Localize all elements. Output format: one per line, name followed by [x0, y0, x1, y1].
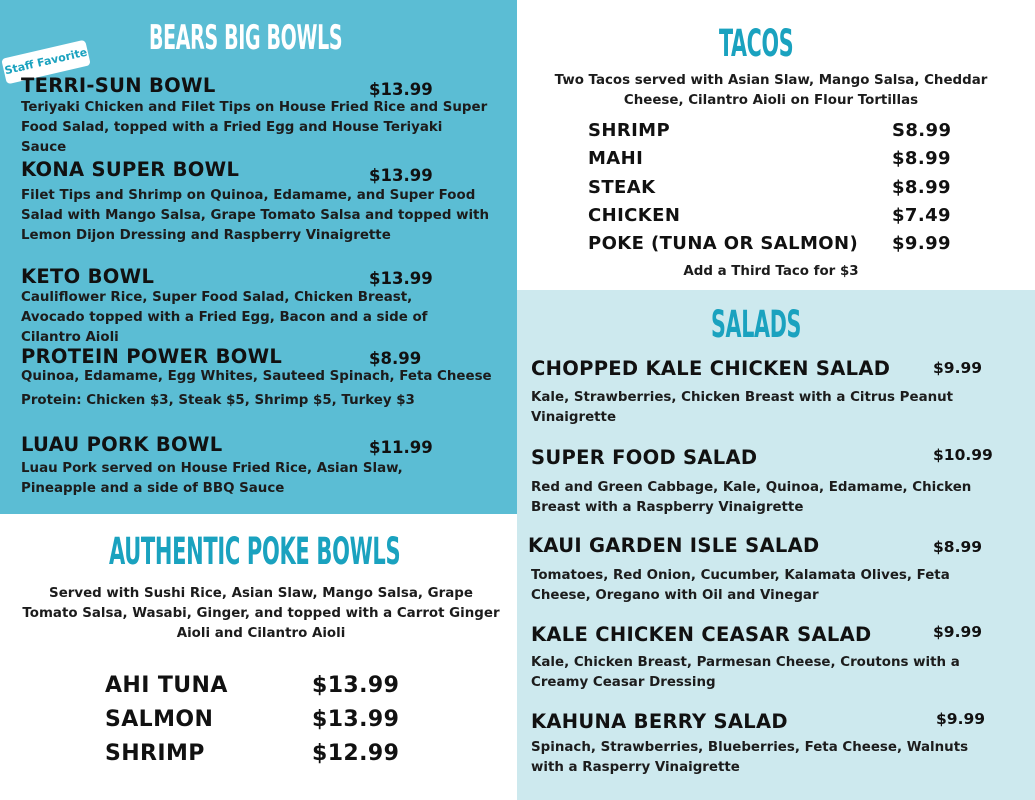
bowl-price: $13.99 — [369, 80, 433, 99]
salad-name: SUPER FOOD SALAD — [531, 446, 758, 469]
protein-addons: Protein: Chicken $3, Steak $5, Shrimp $5, Turkey $3 — [21, 393, 415, 408]
bowl-price: $13.99 — [369, 269, 433, 288]
taco-name: POKE (TUNA OR SALMON) — [588, 233, 859, 254]
taco-name: SHRIMP — [588, 120, 671, 141]
bowl-description: Quinoa, Edamame, Egg Whites, Sauteed Spinach, Feta Cheese — [21, 369, 492, 384]
salad-price: $9.99 — [936, 710, 986, 728]
taco-name: MAHI — [588, 148, 644, 169]
salad-description: Spinach, Strawberries, Blueberries, Feta Cheese, Walnuts with a Rasperry Vinaigrette — [531, 740, 969, 775]
salad-description: Tomatoes, Red Onion, Cucumber, Kalamata Olives, Feta Cheese, Oregano with Oil and Vinegar — [531, 568, 950, 603]
tacos-note: Add a Third Taco for $3 — [683, 264, 859, 279]
salad-name: KAUI GARDEN ISLE SALAD — [528, 534, 820, 557]
bowl-description: Teriyaki Chicken and Filet Tips on House Fried Rice and Super Food Salad, topped with a Fried Egg and House Teriyaki Sauce — [21, 100, 488, 155]
bowl-name: KETO BOWL — [21, 265, 155, 288]
taco-price: $8.99 — [892, 177, 951, 198]
salads-title: SALADS — [711, 303, 802, 346]
taco-price: S8.99 — [892, 120, 952, 141]
salad-description: Red and Green Cabbage, Kale, Quinoa, Edamame, Chicken Breast with a Raspberry Vinaigrette — [531, 480, 972, 515]
salad-name: CHOPPED KALE CHICKEN SALAD — [531, 357, 891, 380]
salad-price: $8.99 — [933, 538, 983, 556]
poke-item-name: SALMON — [105, 707, 214, 732]
salad-description: Kale, Strawberries, Chicken Breast with a Citrus Peanut Vinaigrette — [531, 390, 954, 425]
taco-name: STEAK — [588, 177, 656, 198]
salad-price: $10.99 — [933, 446, 993, 464]
poke-item-name: SHRIMP — [105, 741, 205, 766]
poke-item-price: $12.99 — [312, 741, 400, 766]
poke-description: Served with Sushi Rice, Asian Slaw, Mango Salsa, Grape Tomato Salsa, Wasabi, Ginger, and topped with a Carrot Ginger Aioli and Cilantro Aioli — [22, 586, 500, 641]
poke-title: AUTHENTIC POKE BOWLS — [109, 530, 401, 573]
bowl-description: Cauliflower Rice, Super Food Salad, Chicken Breast, Avocado topped with a Fried Egg, Bacon and a side of Cilantro Aioli — [21, 290, 428, 345]
bowl-price: $8.99 — [369, 349, 422, 368]
salad-name: KAHUNA BERRY SALAD — [531, 710, 788, 733]
bowl-description: Luau Pork served on House Fried Rice, Asian Slaw, Pineapple and a side of BBQ Sauce — [21, 461, 403, 496]
salad-description: Kale, Chicken Breast, Parmesan Cheese, Croutons with a Creamy Ceasar Dressing — [531, 655, 960, 690]
salad-name: KALE CHICKEN CEASAR SALAD — [531, 623, 872, 646]
salad-price: $9.99 — [933, 359, 983, 377]
poke-item-price: $13.99 — [312, 673, 400, 698]
taco-price: $8.99 — [892, 148, 951, 169]
staff-favorite-label: Staff Favorite — [3, 45, 89, 78]
poke-item-name: AHI TUNA — [105, 673, 228, 698]
tacos-description: Two Tacos served with Asian Slaw, Mango Salsa, Cheddar Cheese, Cilantro Aioli on Flour Tortillas — [554, 73, 988, 108]
bowl-description: Filet Tips and Shrimp on Quinoa, Edamame, and Super Food Salad with Mango Salsa, Grape Tomato Salsa and topped with Lemon Dijon Dressing and Raspberry Vinaigrette — [21, 188, 489, 243]
bowl-name: LUAU PORK BOWL — [21, 433, 223, 456]
bowl-name: KONA SUPER BOWL — [21, 158, 240, 181]
bowl-price: $11.99 — [369, 438, 433, 457]
taco-name: CHICKEN — [588, 205, 681, 226]
tacos-title: TACOS — [719, 22, 794, 65]
salad-price: $9.99 — [933, 623, 983, 641]
poke-item-price: $13.99 — [312, 707, 400, 732]
bowls-title: BEARS BIG BOWLS — [149, 18, 343, 58]
bowl-price: $13.99 — [369, 166, 433, 185]
bowl-name: PROTEIN POWER BOWL — [21, 345, 283, 368]
taco-price: $9.99 — [892, 233, 951, 254]
taco-price: $7.49 — [892, 205, 951, 226]
bowl-name: TERRI-SUN BOWL — [21, 74, 216, 97]
